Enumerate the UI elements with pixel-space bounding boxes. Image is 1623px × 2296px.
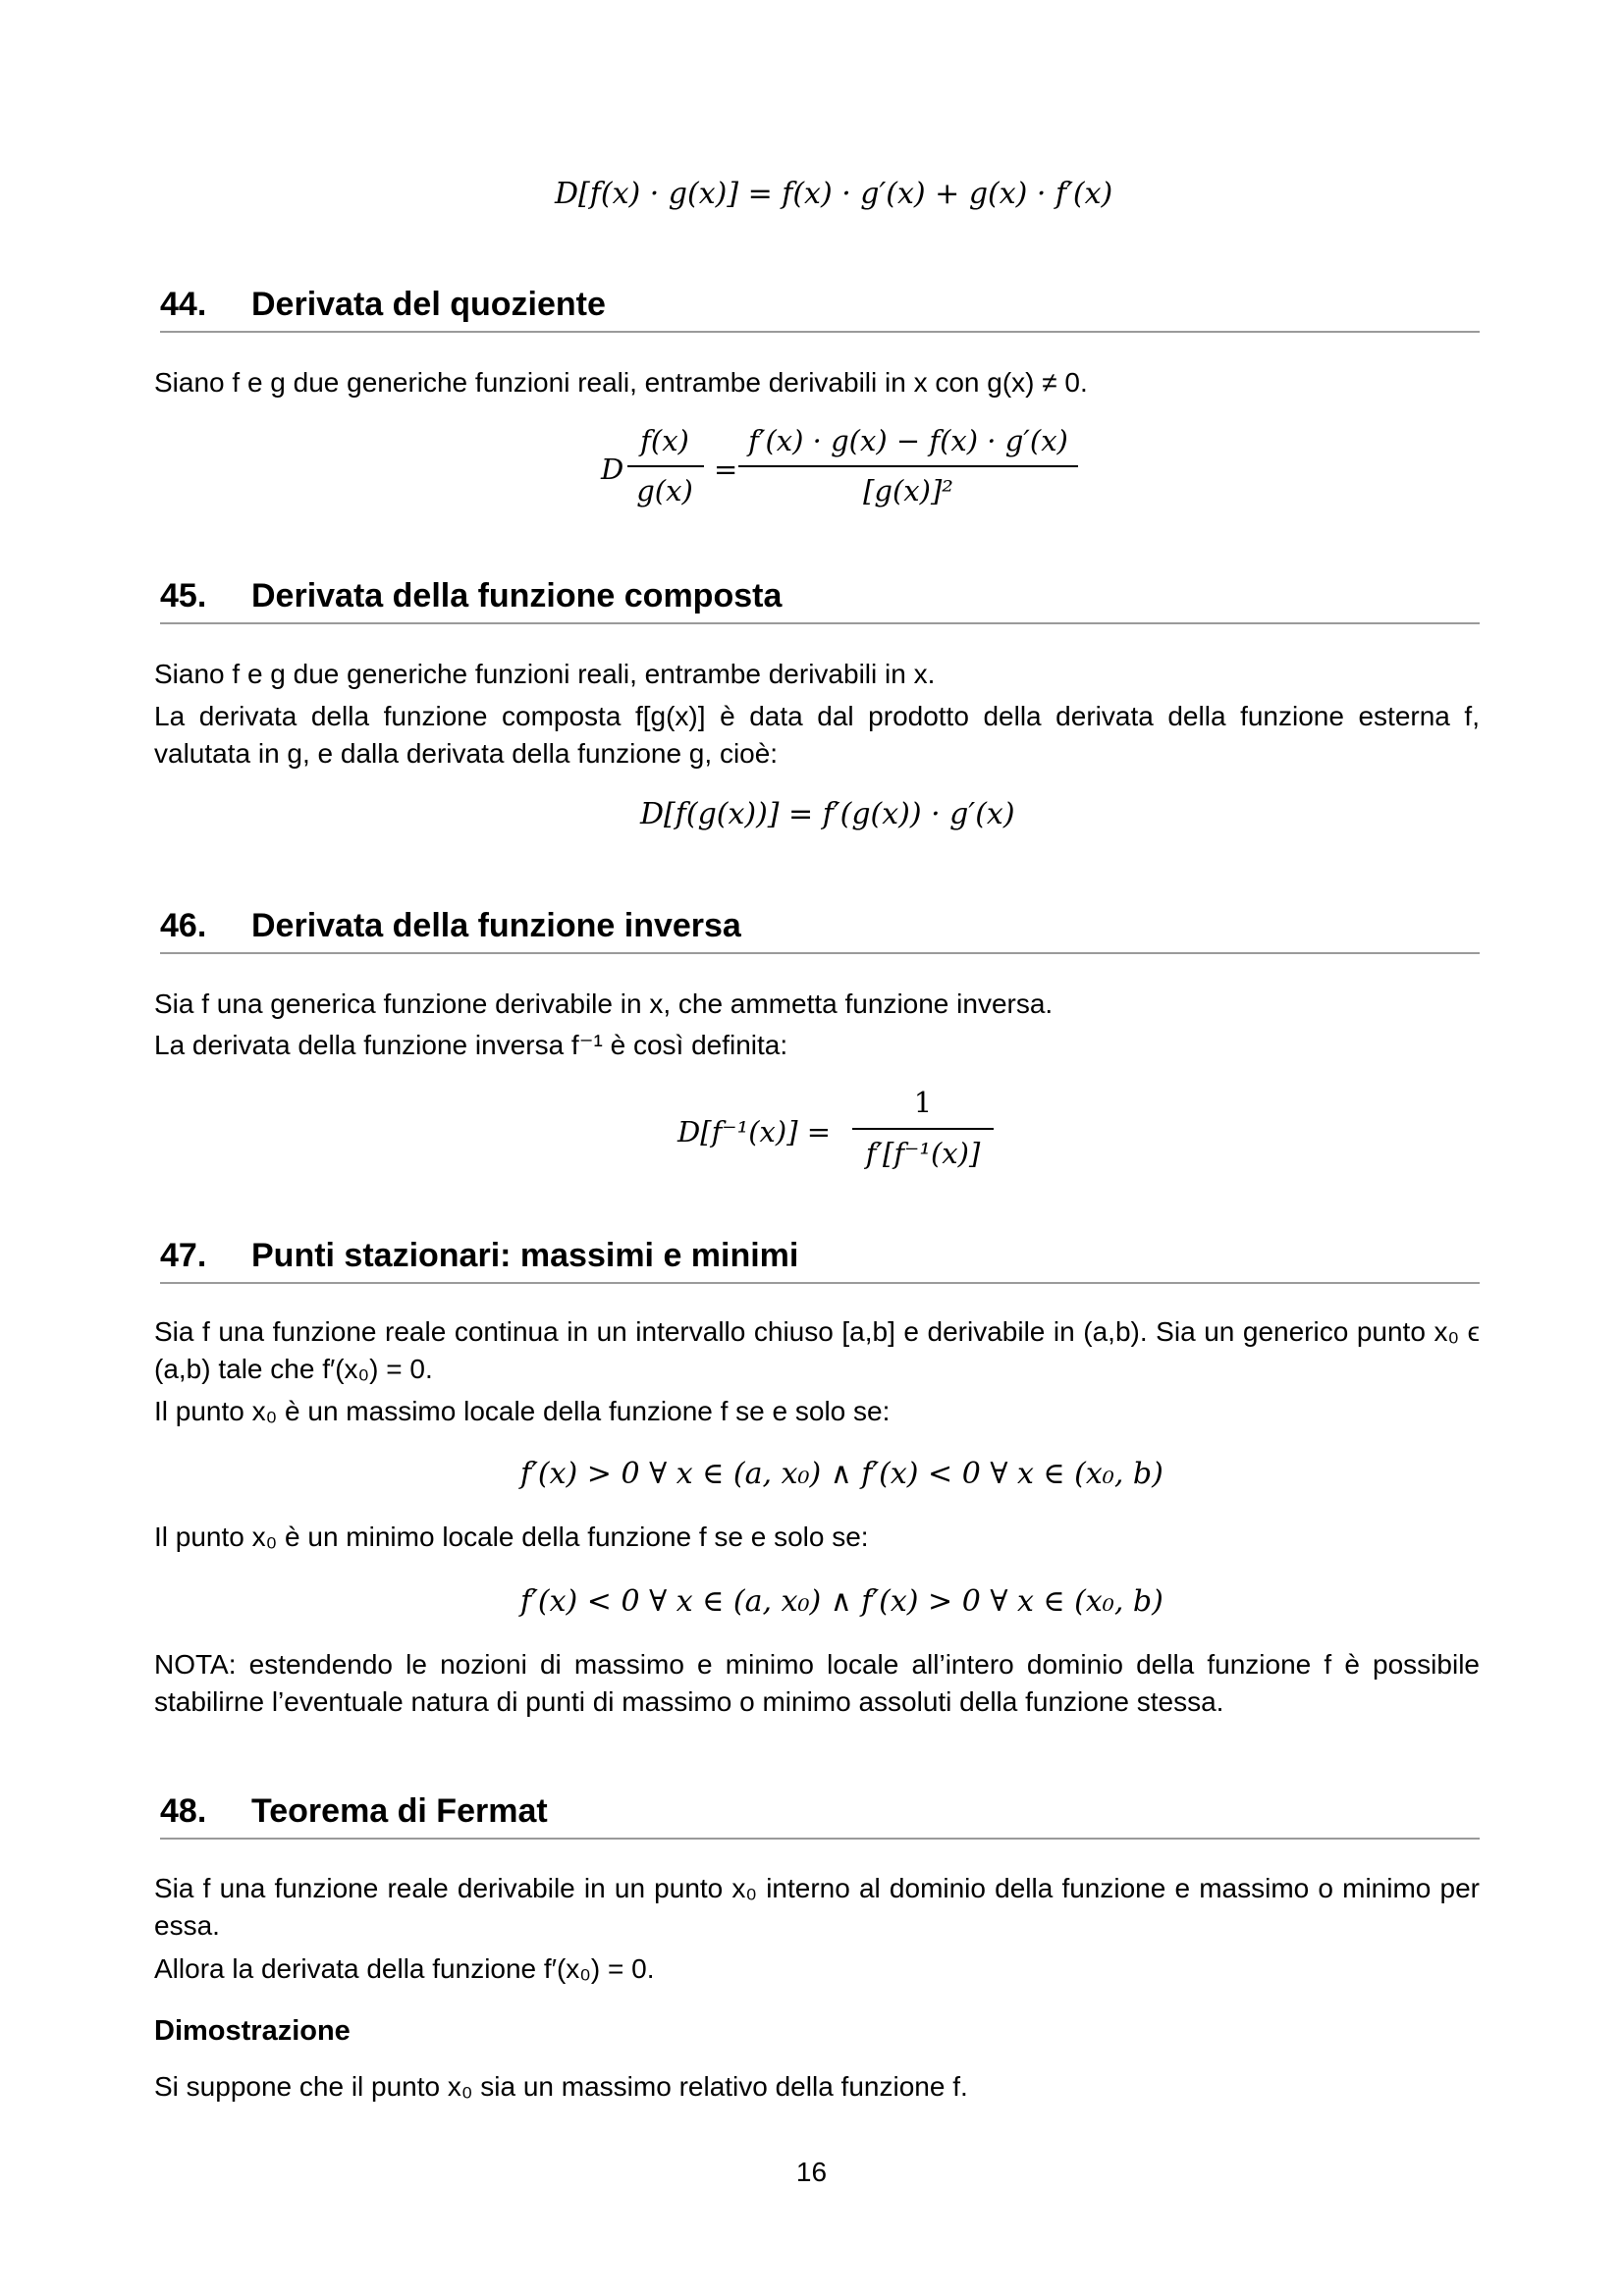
section-heading-48 — [160, 1787, 1480, 1840]
section-title: Derivata del quoziente — [251, 286, 606, 323]
stationary-line-1: Sia f una funzione reale continua in un intervallo chiuso [a,b] e derivabile in (a,b). Sia un generico punto x₀ ϵ (a,b) tale che f′(x₀) = 0. — [154, 1316, 1480, 1384]
inverse-line-1: Sia f una generica funzione derivabile in x, che ammetta funzione inversa. — [154, 988, 1054, 1019]
section-title: Teorema di Fermat — [251, 1792, 548, 1830]
fraction-bar — [852, 1128, 994, 1130]
section-number: 48. — [160, 1792, 207, 1830]
fraction-bar — [627, 465, 704, 467]
inverse-denominator: f′[f⁻¹(x)] — [865, 1137, 981, 1170]
quotient-left-numerator: f(x) — [640, 424, 689, 457]
quotient-right-numerator: f′(x) · g(x) − f(x) · g′(x) — [748, 424, 1068, 457]
section-number: 47. — [160, 1237, 207, 1274]
fraction-bar — [738, 465, 1078, 467]
section-heading-45 — [160, 571, 1480, 624]
fermat-line-1: Sia f una funzione reale derivabile in un punto x₀ interno al dominio della funzione e massimo o minimo per essa. — [154, 1873, 1480, 1941]
page-number: 16 — [795, 2157, 828, 2187]
section-heading-44 — [160, 280, 1480, 333]
inverse-numerator: 1 — [913, 1086, 933, 1119]
quotient-right-denominator: [g(x)]² — [863, 474, 953, 507]
proof-subheading: Dimostrazione — [154, 2015, 351, 2047]
section-title: Derivata della funzione composta — [251, 577, 783, 614]
composite-line-2: La derivata della funzione composta f[g(x)] è data dal prodotto della derivata della funzione esterna f, valutata in g, e dalla derivata della funzione g, cioè: — [154, 701, 1480, 769]
section-heading-47 — [160, 1231, 1480, 1284]
fermat-line-3: Si suppone che il punto x₀ sia un massimo relativo della funzione f. — [154, 2071, 968, 2102]
section-title: Punti stazionari: massimi e minimi — [251, 1237, 799, 1274]
section-number: 45. — [160, 577, 207, 614]
fermat-line-2: Allora la derivata della funzione f′(x₀) = 0. — [154, 1953, 655, 1984]
quotient-left-denominator: g(x) — [636, 474, 693, 507]
stationary-line-2: Il punto x₀ è un massimo locale della funzione f se e solo se: — [154, 1396, 891, 1426]
quotient-prefix: D — [601, 453, 624, 486]
inverse-line-2: La derivata della funzione inversa f⁻¹ è così definita: — [154, 1030, 788, 1060]
product-rule-formula: D[f(x) · g(x)] = f(x) · g′(x) + g(x) · f′(x) — [555, 177, 1113, 211]
stationary-line-3: Il punto x₀ è un minimo locale della funzione f se e solo se: — [154, 1522, 869, 1552]
quotient-intro: Siano f e g due generiche funzioni reali, entrambe derivabili in x con g(x) ≠ 0. — [154, 367, 1088, 398]
inverse-lhs: D[f⁻¹(x)] = — [677, 1115, 832, 1148]
composite-line-1: Siano f e g due generiche funzioni reali, entrambe derivabili in x. — [154, 659, 936, 689]
section-number: 46. — [160, 907, 207, 944]
local-min-formula: f′(x) < 0 ∀ x ∈ (a, x₀) ∧ f′(x) > 0 ∀ x ∈ (x₀, b) — [520, 1584, 1163, 1619]
section-number: 44. — [160, 286, 207, 323]
section-title: Derivata della funzione inversa — [251, 907, 741, 944]
quotient-formula — [601, 424, 1072, 512]
composite-formula: D[f(g(x))] = f′(g(x)) · g′(x) — [640, 797, 1015, 831]
local-max-formula: f′(x) > 0 ∀ x ∈ (a, x₀) ∧ f′(x) < 0 ∀ x ∈ (x₀, b) — [520, 1457, 1163, 1491]
inverse-formula — [677, 1086, 1001, 1174]
stationary-note: NOTA: estendendo le nozioni di massimo e minimo locale all’intero dominio della funzione f è possibile stabilirne l’eventuale natura di punti di massimo o minimo assoluti della funzione stessa. — [154, 1649, 1480, 1717]
section-heading-46 — [160, 901, 1480, 954]
equals-sign: = — [714, 453, 738, 486]
